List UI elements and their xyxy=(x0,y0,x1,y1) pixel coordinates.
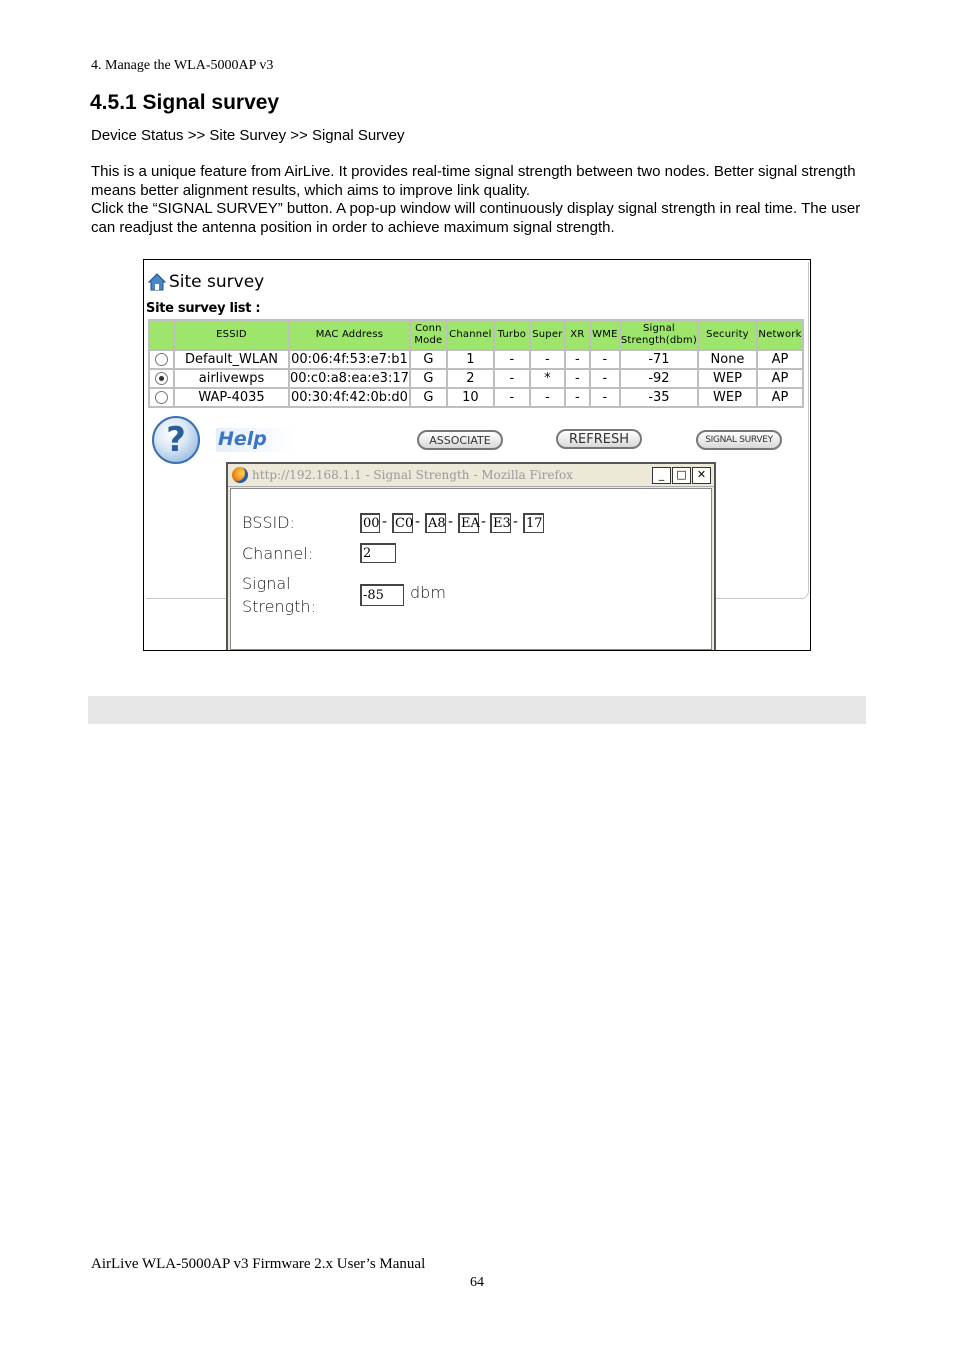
signal-cell: -35 xyxy=(620,388,698,407)
turbo-cell: - xyxy=(494,388,530,407)
conn-mode-cell: G xyxy=(410,369,447,388)
chapter-header: 4. Manage the WLA-5000AP v3 xyxy=(91,58,274,73)
channel-label: Channel: xyxy=(242,544,314,563)
page-number: 64 xyxy=(470,1275,484,1290)
signal-cell: -92 xyxy=(620,369,698,388)
select-column-header xyxy=(149,320,174,350)
super-cell: - xyxy=(530,350,565,369)
help-question-icon[interactable]: ? xyxy=(152,416,200,464)
breadcrumb: Device Status >> Site Survey >> Signal Survey xyxy=(91,127,405,144)
signal-strength-field[interactable]: -85 xyxy=(360,584,404,606)
xr-cell: - xyxy=(565,388,590,407)
site-survey-title xyxy=(148,272,264,292)
column-header: MAC Address xyxy=(289,320,410,350)
window-controls xyxy=(652,467,711,484)
bssid-octet-field[interactable]: 00 xyxy=(360,513,380,533)
bssid-label: BSSID: xyxy=(242,513,295,532)
table-row[interactable] xyxy=(149,369,803,388)
network-cell: AP xyxy=(757,388,803,407)
home-icon xyxy=(148,273,166,291)
network-cell: AP xyxy=(757,369,803,388)
site-survey-screenshot xyxy=(143,259,811,651)
close-icon[interactable]: ✕ xyxy=(692,467,711,484)
paragraph-1: This is a unique feature from AirLive. It provides real-time signal strength between two nodes. Better signal strength means better alignment results, which aims to improve link quality. xyxy=(91,163,856,199)
mac-cell: 00:06:4f:53:e7:b1 xyxy=(289,350,410,369)
super-cell: * xyxy=(530,369,565,388)
security-cell: None xyxy=(698,350,757,369)
column-header: WME xyxy=(590,320,620,350)
network-cell: AP xyxy=(757,350,803,369)
channel-field[interactable]: 2 xyxy=(360,543,396,563)
bssid-octet-field[interactable]: A8 xyxy=(425,513,446,533)
signal-label-line1: Signal xyxy=(242,574,291,593)
popup-title: http://192.168.1.1 - Signal Strength - Mozilla Firefox xyxy=(252,468,573,482)
bssid-separator: - xyxy=(382,514,388,530)
section-divider-bar xyxy=(88,696,866,724)
xr-cell: - xyxy=(565,369,590,388)
popup-body xyxy=(230,488,712,650)
footer-manual-title: AirLive WLA-5000AP v3 Firmware 2.x User’s Manual xyxy=(91,1256,426,1272)
essid-cell: airlivewps xyxy=(174,369,289,388)
signal-label-line2: Strength: xyxy=(242,597,317,616)
bssid-separator: - xyxy=(513,514,519,530)
bssid-octet-field[interactable]: 17 xyxy=(523,513,544,533)
bssid-separator: - xyxy=(481,514,487,530)
security-cell: WEP xyxy=(698,388,757,407)
xr-cell: - xyxy=(565,350,590,369)
paragraph-2: Click the “SIGNAL SURVEY” button. A pop-up window will continuously display signal strength in real time. The user can readjust the antenna position in order to achieve maximum signal strength. xyxy=(91,200,861,236)
column-header: Conn Mode xyxy=(410,320,447,350)
column-header: XR xyxy=(565,320,590,350)
wme-cell: - xyxy=(590,388,620,407)
bssid-separator: - xyxy=(415,514,421,530)
column-header: ESSID xyxy=(174,320,289,350)
channel-cell: 2 xyxy=(447,369,494,388)
signal-survey-button[interactable]: SIGNAL SURVEY xyxy=(696,430,782,450)
signal-unit: dbm xyxy=(410,583,446,602)
table-header-row xyxy=(149,320,803,350)
table-row[interactable] xyxy=(149,388,803,407)
help-link[interactable]: Help xyxy=(216,428,294,452)
row-select-cell[interactable] xyxy=(149,388,174,407)
turbo-cell: - xyxy=(494,369,530,388)
bssid-octet-field[interactable]: EA xyxy=(458,513,479,533)
column-header: Network xyxy=(757,320,803,350)
signal-cell: -71 xyxy=(620,350,698,369)
essid-cell: WAP-4035 xyxy=(174,388,289,407)
row-select-cell[interactable] xyxy=(149,369,174,388)
conn-mode-cell: G xyxy=(410,350,447,369)
turbo-cell: - xyxy=(494,350,530,369)
site-survey-title-text: Site survey xyxy=(169,272,265,292)
row-radio[interactable] xyxy=(155,353,168,366)
popup-titlebar[interactable] xyxy=(228,464,714,487)
row-radio[interactable] xyxy=(155,391,168,404)
conn-mode-cell: G xyxy=(410,388,447,407)
site-survey-table xyxy=(148,319,804,408)
wme-cell: - xyxy=(590,350,620,369)
row-radio-selected[interactable] xyxy=(155,372,168,385)
column-header: Turbo xyxy=(494,320,530,350)
wme-cell: - xyxy=(590,369,620,388)
signal-strength-popup xyxy=(226,462,716,650)
table-row[interactable] xyxy=(149,350,803,369)
column-header: Security xyxy=(698,320,757,350)
site-survey-list-label: Site survey list : xyxy=(146,301,261,316)
firefox-icon xyxy=(232,467,248,483)
intro-text xyxy=(91,163,871,237)
bssid-octet-field[interactable]: E3 xyxy=(490,513,511,533)
row-select-cell[interactable] xyxy=(149,350,174,369)
column-header: Signal Strength(dbm) xyxy=(620,320,698,350)
associate-button[interactable]: ASSOCIATE xyxy=(417,430,503,450)
super-cell: - xyxy=(530,388,565,407)
bssid-octet-field[interactable]: C0 xyxy=(392,513,413,533)
refresh-button[interactable]: REFRESH xyxy=(556,429,642,449)
column-header: Super xyxy=(530,320,565,350)
channel-cell: 1 xyxy=(447,350,494,369)
minimize-icon[interactable]: _ xyxy=(652,467,671,484)
mac-cell: 00:c0:a8:ea:e3:17 xyxy=(290,371,409,386)
security-cell: WEP xyxy=(698,369,757,388)
essid-cell: Default_WLAN xyxy=(174,350,289,369)
mac-cell: 00:30:4f:42:0b:d0 xyxy=(290,390,408,405)
channel-cell: 10 xyxy=(447,388,494,407)
section-title: 4.5.1 Signal survey xyxy=(90,91,280,114)
maximize-icon[interactable]: □ xyxy=(672,467,691,484)
bssid-separator: - xyxy=(448,514,454,530)
column-header: Channel xyxy=(447,320,494,350)
